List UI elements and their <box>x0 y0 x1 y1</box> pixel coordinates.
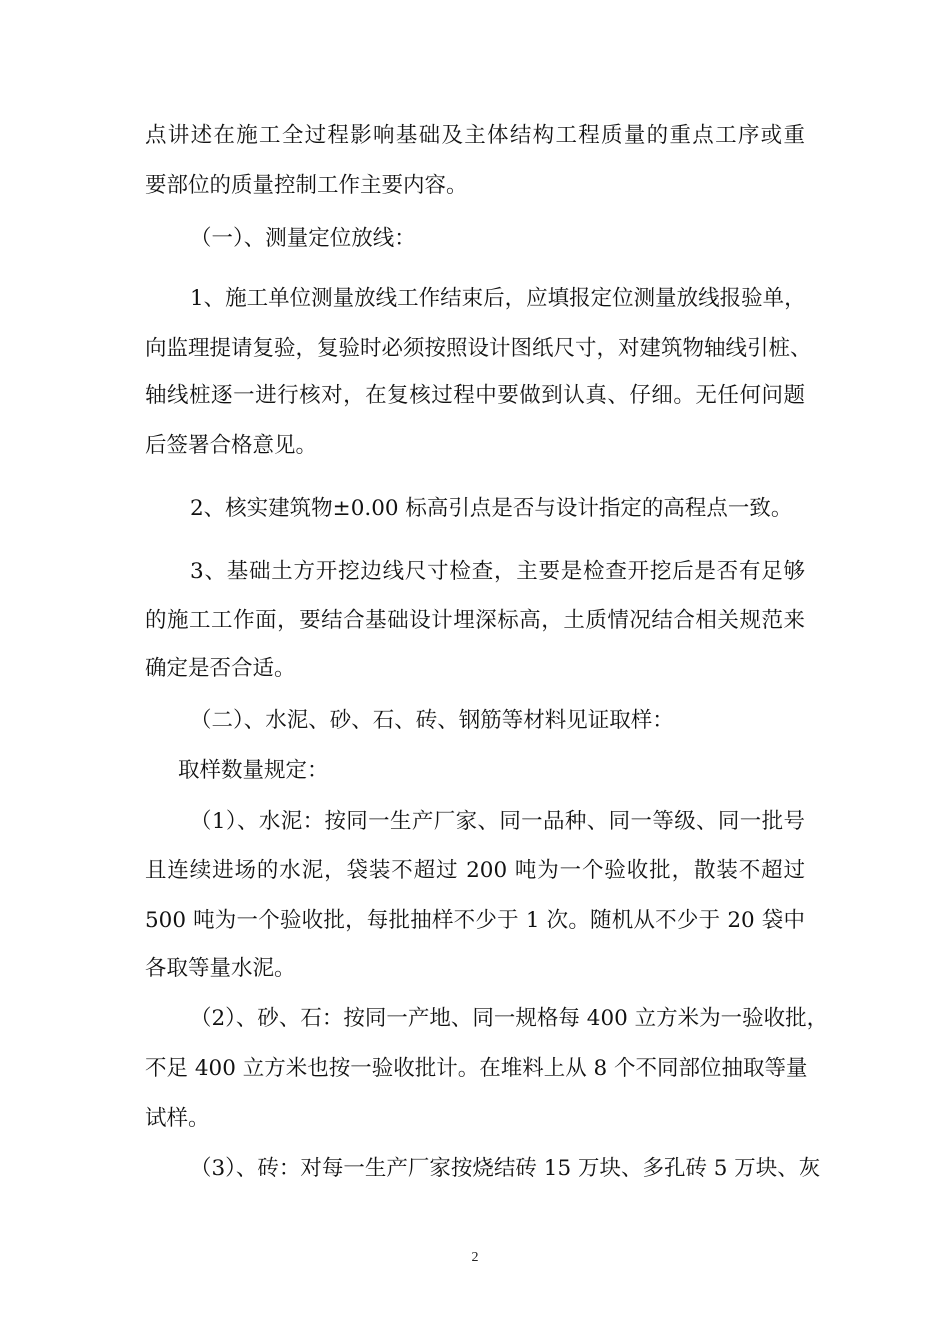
body-text-line: （3）、砖：对每一生产厂家按烧结砖 15 万块、多孔砖 5 万块、灰 <box>190 1156 821 1181</box>
body-text-line: （2）、砂、石：按同一产地、同一规格每 400 立方米为一验收批， <box>190 1006 829 1031</box>
body-text-line: 不足 400 立方米也按一验收批计。在堆料上从 8 个不同部位抽取等量 <box>145 1056 808 1081</box>
section-heading: （二）、水泥、砂、石、砖、钢筋等材料见证取样： <box>190 708 674 733</box>
section-heading: （一）、测量定位放线： <box>190 226 416 251</box>
body-text-line: 确定是否合适。 <box>145 656 296 681</box>
body-text-line: 后签署合格意见。 <box>145 433 318 458</box>
body-text-line: 2、核实建筑物±0.00 标高引点是否与设计指定的高程点一致。 <box>190 496 793 521</box>
body-text-line: 轴线桩逐一进行核对，在复核过程中要做到认真、仔细。无任何问题 <box>145 383 805 408</box>
body-text-line: 且连续进场的水泥，袋装不超过 200 吨为一个验收批，散装不超过 <box>145 858 805 883</box>
page-number: 2 <box>471 1250 479 1265</box>
body-text-line: 试样。 <box>145 1106 210 1131</box>
body-text-line: 3、基础土方开挖边线尺寸检查，主要是检查开挖后是否有足够 <box>190 559 805 584</box>
body-text-line: 点讲述在施工全过程影响基础及主体结构工程质量的重点工序或重 <box>145 123 805 148</box>
body-text-line: （1）、水泥：按同一生产厂家、同一品种、同一等级、同一批号 <box>190 809 805 834</box>
body-text-line: 向监理提请复验，复验时必须按照设计图纸尺寸，对建筑物轴线引桩、 <box>145 336 812 361</box>
body-text-line: 要部位的质量控制工作主要内容。 <box>145 173 468 198</box>
body-text-line: 取样数量规定： <box>178 758 329 783</box>
body-text-line: 500 吨为一个验收批，每批抽样不少于 1 次。随机从不少于 20 袋中 <box>145 908 805 933</box>
body-text-line: 1、施工单位测量放线工作结束后，应填报定位测量放线报验单， <box>190 286 806 311</box>
body-text-line: 各取等量水泥。 <box>145 956 296 981</box>
body-text-line: 的施工工作面，要结合基础设计埋深标高，土质情况结合相关规范来 <box>145 608 805 633</box>
